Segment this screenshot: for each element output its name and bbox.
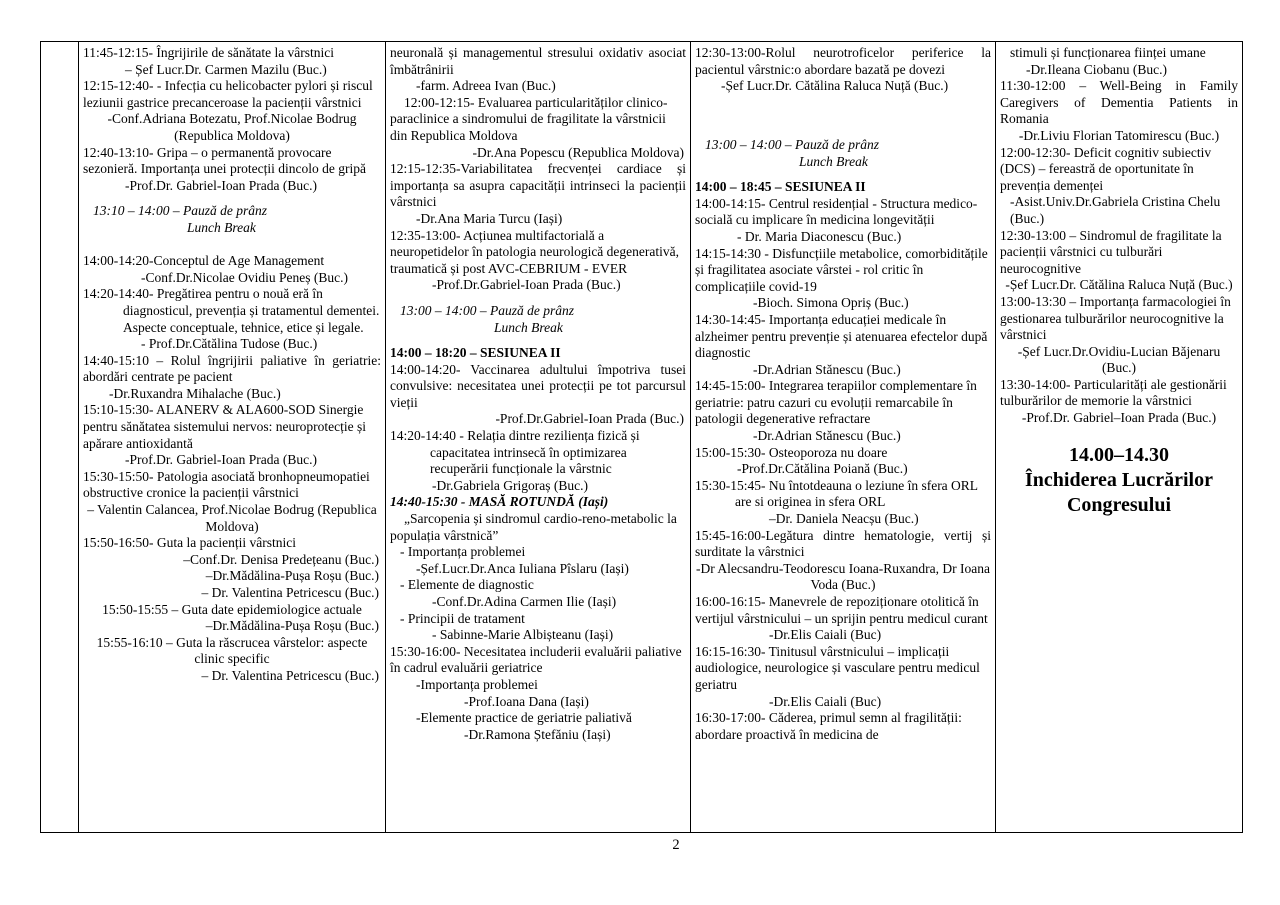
speaker-line: - Sabinne-Marie Albișteanu (Iași) [432, 627, 614, 643]
speaker-line: -Dr.Adrian Stănescu (Buc.) [753, 361, 901, 377]
speaker-line: -Șef.Lucr.Dr.Anca Iuliana Pîslaru (Iași) [416, 560, 629, 576]
program-line: 14:45-15:00- Integrarea terapiilor complementare în geriatrie: patru cazuri cu evoluții remarcabile în patologii degenerative refractare [695, 378, 977, 427]
program-column-4 [996, 42, 1242, 832]
program-line [83, 237, 381, 254]
row-label-column [41, 42, 79, 832]
lunch-break-label: Lunch Break [799, 153, 868, 169]
speaker-line: -Prof.Dr. Gabriel–Ioan Prada (Buc.) [1021, 410, 1217, 426]
program-line: „Sarcopenia și sindromul cardio-reno-metabolic la populația vârstnică” [390, 511, 677, 543]
program-line: 12:15-12:35-Variabilitatea frecvenței cardiace și importanța sa asupra capacității intrinseci la pacienții vârstnici [390, 161, 686, 210]
speaker-line: -Șef Lucr.Dr. Cătălina Raluca Nuță (Buc.) [721, 78, 949, 94]
speaker-line: -Dr.Ana Popescu (Republica Moldova) [472, 144, 684, 160]
program-line: - Elemente de diagnostic [400, 577, 534, 593]
speaker-line: -Dr.Ana Maria Turcu (Iași) [416, 210, 563, 226]
speaker-line: –Dr.Mădălina-Pușa Roșu (Buc.) [205, 618, 379, 634]
lunch-break-label: 13:10 – 14:00 – Pauză de prânz [93, 203, 267, 219]
speaker-line: -Șef Lucr.Dr. Cătălina Raluca Nuță (Buc.) [1005, 277, 1233, 293]
program-line: 14:20-14:40- Pregătirea pentru o nouă eră în diagnosticul, prevenția și tratamentul dementei. Aspecte conceptuale, tehnice, etice și legale. [83, 286, 380, 335]
program-line: 12:15-12:40- - Infecția cu helicobacter pylori și riscul leziunii gastrice precanceroase la pacienții vârstnici [83, 78, 373, 110]
speaker-line: -Dr.Gabriela Grigoraș (Buc.) [432, 477, 588, 493]
speaker-line: -Dr.Ruxandra Mihalache (Buc.) [109, 385, 281, 401]
program-line [695, 95, 991, 112]
program-line: 14:00-14:20- Vaccinarea adultului împotriva tusei convulsive: necesitatea unei protecții pe tot parcursul vieții [390, 361, 686, 410]
program-line: stimuli și funcționarea ființei umane [1010, 45, 1206, 60]
program-line: 16:00-16:15- Manevrele de repoziționare otolitică în vertijul vârstnicului – un sprijin pentru medicul curant [695, 594, 988, 626]
program-line: 11:45-12:15- Îngrijirile de sănătate la vârstnici [83, 45, 335, 60]
program-line: - Principii de tratament [400, 610, 525, 626]
speaker-line: -Prof.Dr.Gabriel-Ioan Prada (Buc.) [432, 277, 621, 293]
program-line: 15:50-15:55 – Guta date epidemiologice actuale [102, 601, 362, 617]
program-line: 12:40-13:10- Gripa – o permanentă provocare sezonieră. Importanța unei protecții dincolo de gripă [83, 144, 367, 177]
speaker-line: – Șef Lucr.Dr. Carmen Mazilu (Buc.) [125, 61, 327, 77]
program-line: 16:30-17:00- Căderea, primul semn al fragilității: abordare proactivă în medicina de [695, 710, 962, 742]
speaker-line: –Dr. Daniela Neacșu (Buc.) [769, 511, 919, 527]
program-line: 11:30-12:00 – Well-Being in Family Caregivers of Dementia Patients in Romania [1000, 78, 1238, 127]
speaker-line: -Prof.Ioana Dana (Iași) [464, 693, 589, 709]
program-line: 15:00-15:30- Osteoporoza nu doare [695, 444, 888, 460]
closing-title: Închiderea Lucrărilor Congresului [1025, 469, 1213, 517]
program-line: 12:00-12:15- Evaluarea particularităților clinico-paraclinice a sindromului de fragilitate la vârstnicii din Republica Moldova [390, 94, 668, 143]
program-line: 16:15-16:30- Tinitusul vârstnicului – implicații audiologice, neurologice și vasculare pentru medicul geriatru [695, 643, 980, 692]
program-line: 15:30-15:50- Patologia asociată bronhopneumopatiei obstructive cronice la pacienții vârstnici [83, 468, 370, 501]
speaker-line: -Conf.Dr.Nicolae Ovidiu Peneș (Buc.) [141, 269, 348, 285]
program-line: 15:30-16:00- Necesitatea includerii evaluării paliative în cadrul evaluării geriatrice [390, 643, 682, 676]
program-table [40, 41, 1243, 833]
program-line: 14:40-15:10 – Rolul îngrijirii paliative în geriatrie: abordări centrate pe pacient [83, 352, 381, 385]
speaker-line: -Conf.Dr.Adina Carmen Ilie (Iași) [432, 594, 617, 609]
speaker-line: -Prof.Dr.Cătălina Poiană (Buc.) [737, 461, 908, 477]
speaker-line: -Dr.Ramona Ștefăniu (Iași) [464, 726, 611, 742]
speaker-line: -Dr Alecsandru-Teodorescu Ioana-Ruxandra, Dr Ioana Voda (Buc.) [695, 560, 991, 593]
closing-time: 14.00–14.30 [1069, 444, 1169, 467]
program-line: neuronală și managementul stresului oxidativ asociat îmbătrânirii [390, 45, 686, 77]
speaker-line: – Dr. Valentina Petricescu (Buc.) [201, 667, 379, 683]
program-line: 13:30-14:00- Particularități ale gestionării tulburărilor de memorie la vârstnici [1000, 376, 1227, 409]
speaker-line: -Prof.Dr.Gabriel-Ioan Prada (Buc.) [495, 411, 684, 427]
speaker-line: -Șef Lucr.Dr.Ovidiu-Lucian Băjenaru (Buc.) [1017, 343, 1221, 376]
program-line: 12:35-13:00- Acțiunea multifactorială a neuropetidelor în patologia neurologică degenerativă, traumatică și post AVC-CEBRIUM - EVER [390, 227, 680, 276]
lunch-break-label: 13:00 – 14:00 – Pauză de prânz [400, 302, 574, 318]
speaker-line: -Asist.Univ.Dr.Gabriela Cristina Chelu (Buc.) [1010, 194, 1221, 226]
program-line: 12:00-12:30- Deficit cognitiv subiectiv (DCS) – fereastră de oportunitate în prevenția demenței [1000, 144, 1212, 193]
program-line: 14:00-14:20-Conceptul de Age Management [83, 253, 325, 269]
program-column-1 [79, 42, 386, 832]
speaker-line: –Conf.Dr. Denisa Predețeanu (Buc.) [183, 551, 379, 567]
program-line: 15:10-15:30- ALANERV & ALA600-SOD Sinergie pentru sănătatea sistemului nervos: neuroprotecție și apărare antioxidantă [83, 402, 367, 451]
program-line: 15:50-16:50- Guta la pacienții vârstnici [83, 535, 296, 551]
speaker-line: -farm. Adreea Ivan (Buc.) [416, 78, 556, 94]
program-line: 12:30-13:00 – Sindromul de fragilitate la pacienții vârstnici cu tulburări neurocognitive [1000, 227, 1222, 276]
speaker-line: -Prof.Dr. Gabriel-Ioan Prada (Buc.) [125, 452, 317, 468]
speaker-line: -Dr.Adrian Stănescu (Buc.) [753, 428, 901, 444]
program-line [1000, 427, 1238, 444]
program-line: 14:00-14:15- Centrul residențial - Structura medico-socială cu implicare în medicina longevității [695, 195, 978, 228]
program-line: 15:45-16:00-Legătura dintre hematologie, vertij și surditate la vârstnici [695, 527, 991, 560]
speaker-line: -Dr.Elis Caiali (Buc) [769, 627, 882, 643]
speaker-line: -Dr.Ileana Ciobanu (Buc.) [1026, 61, 1167, 77]
lunch-break-label: Lunch Break [494, 319, 563, 335]
program-line: -Importanța problemei [416, 676, 538, 692]
program-line [695, 111, 991, 128]
session-title: 14:00 – 18:20 – SESIUNEA II [390, 345, 561, 361]
speaker-line: -Dr.Elis Caiali (Buc) [769, 693, 882, 709]
program-line: 14:30-14:45- Importanța educației medicale în alzheimer pentru prevenție și atenuarea efectelor după diagnostic [695, 311, 988, 361]
program-column-2 [386, 42, 691, 832]
program-line: 12:30-13:00-Rolul neurotroficelor periferice la pacientul vârstnic:o abordare bazată pe dovezi [695, 45, 991, 77]
round-table-title: 14:40-15:30 - MASĂ ROTUNDĂ (Iași) [390, 494, 609, 510]
speaker-line: - Prof.Dr.Cătălina Tudose (Buc.) [141, 336, 318, 352]
speaker-line: – Dr. Valentina Petricescu (Buc.) [201, 585, 379, 600]
program-line: 14:20-14:40 - Relația dintre reziliența fizică și capacitatea intrinsecă în optimizarea recuperării funcționale la vârstnic [390, 428, 640, 477]
program-line: 13:00-13:30 – Importanța farmacologiei în gestionarea tulburărilor neurocognitive la vârstnici [1000, 293, 1231, 343]
speaker-line: -Conf.Adriana Botezatu, Prof.Nicolae Bodrug (Republica Moldova) [107, 111, 357, 143]
program-line: - Importanța problemei [400, 544, 526, 560]
speaker-line: -Bioch. Simona Opriș (Buc.) [753, 295, 909, 311]
program-column-3 [691, 42, 996, 832]
speaker-line: –Dr.Mădălina-Pușa Roșu (Buc.) [205, 568, 379, 584]
speaker-line: - Dr. Maria Diaconescu (Buc.) [737, 228, 902, 244]
session-title: 14:00 – 18:45 – SESIUNEA II [695, 179, 866, 195]
program-line: 15:55-16:10 – Guta la răscrucea vârstelor: aspecte clinic specific [96, 634, 368, 667]
program-line: 14:15-14:30 - Disfuncțiile metabolice, comorbiditățile și fragilitatea asociate vârstei - rol critic în complicațiile covid-19 [695, 245, 988, 294]
program-line: -Elemente practice de geriatrie paliativă [416, 710, 632, 726]
speaker-line: -Dr.Liviu Florian Tatomirescu (Buc.) [1018, 127, 1220, 143]
program-line: 15:30-15:45- Nu întotdeauna o leziune în sfera ORL are si originea in sfera ORL [695, 477, 978, 510]
page-number: 2 [672, 837, 680, 853]
lunch-break-label: Lunch Break [187, 219, 256, 235]
speaker-line: – Valentin Calancea, Prof.Nicolae Bodrug (Republica Moldova) [87, 502, 377, 534]
speaker-line: -Prof.Dr. Gabriel-Ioan Prada (Buc.) [125, 177, 317, 193]
lunch-break-label: 13:00 – 14:00 – Pauză de prânz [705, 136, 879, 152]
